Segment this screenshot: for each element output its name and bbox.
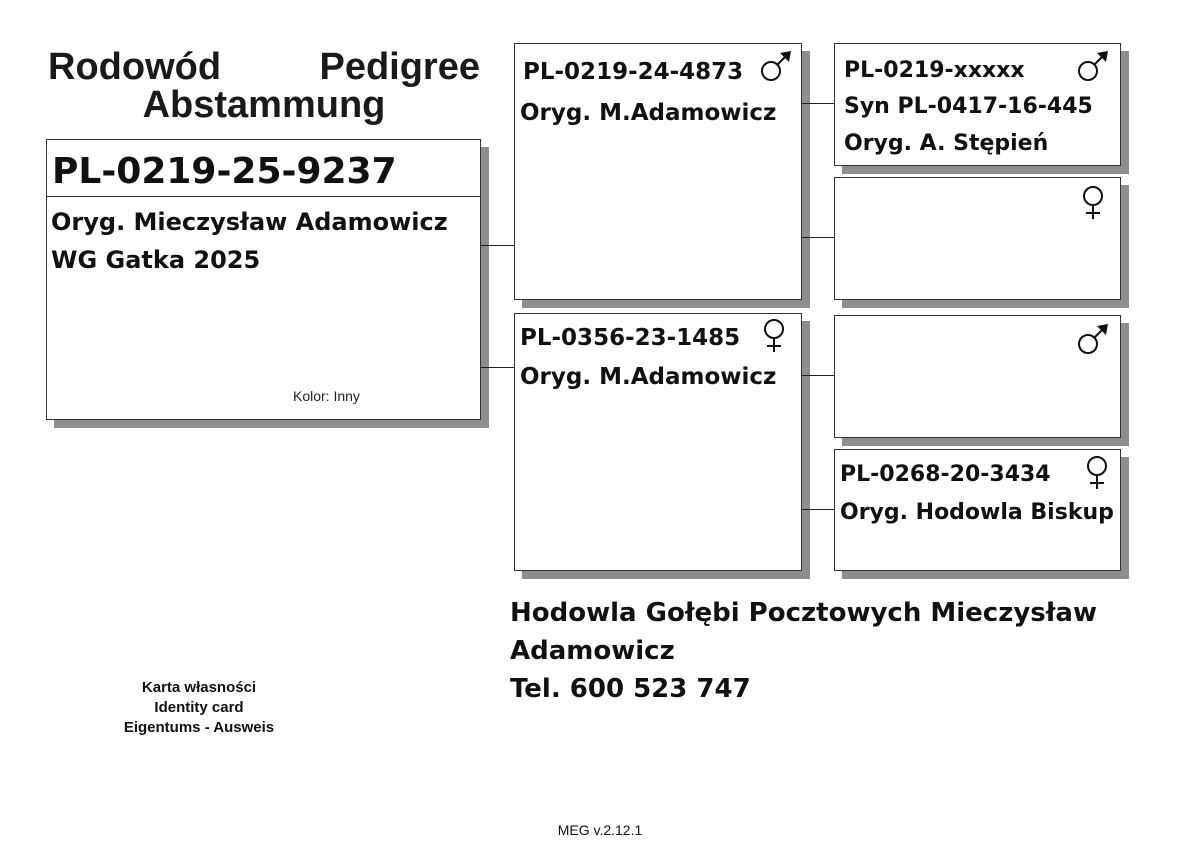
- grandfather-maternal-card: [834, 315, 1121, 438]
- mm-ring-number: PL-0268-20-3434: [840, 462, 1051, 487]
- subject-origin: Oryg. Mieczysław Adamowicz: [51, 208, 448, 236]
- father-card: [514, 43, 802, 300]
- card-label-en: Identity card: [154, 699, 244, 716]
- female-icon: [1075, 184, 1111, 220]
- father-ring-number: PL-0219-24-4873: [523, 59, 744, 85]
- connector-mother-mf: [802, 375, 834, 376]
- subject-race: WG Gatka 2025: [51, 246, 261, 274]
- version-label: MEG v.2.12.1: [557, 822, 643, 838]
- mother-origin: Oryg. M.Adamowicz: [520, 364, 777, 390]
- connector-mother-mm: [802, 509, 834, 510]
- mother-card: [514, 313, 802, 571]
- title-pedigree: Pedigree: [319, 46, 480, 88]
- ff-sire-note: Syn PL-0417-16-445: [844, 94, 1093, 119]
- breeder-name-line2: Adamowicz: [510, 636, 675, 666]
- grandmother-maternal-card: [834, 449, 1121, 571]
- grandmother-paternal-card: [834, 177, 1121, 300]
- ff-ring-number: PL-0219-xxxxx: [844, 58, 1025, 83]
- connector-subject-mother: [481, 367, 514, 368]
- male-icon: [758, 48, 794, 84]
- ff-origin: Oryg. A. Stępień: [844, 131, 1049, 156]
- document-title: [40, 48, 488, 124]
- subject-divider: [47, 196, 480, 197]
- breeder-name-line1: Hodowla Gołębi Pocztowych Mieczysław: [510, 598, 1097, 628]
- connector-subject-father: [481, 245, 514, 246]
- subject-ring-number: PL-0219-25-9237: [52, 151, 397, 192]
- subject-color: Kolor: Inny: [293, 388, 360, 404]
- title-abstammung: Abstammung: [142, 84, 386, 126]
- title-rodowod: Rodowód: [48, 46, 222, 88]
- female-icon: [1079, 454, 1115, 490]
- mother-ring-number: PL-0356-23-1485: [520, 325, 741, 351]
- connector-father-fm: [802, 237, 834, 238]
- female-icon: [756, 317, 792, 353]
- subject-card: [46, 139, 481, 420]
- card-label-de: Eigentums - Ausweis: [123, 719, 275, 736]
- male-icon: [1075, 321, 1111, 357]
- father-origin: Oryg. M.Adamowicz: [520, 100, 777, 126]
- card-label-pl: Karta własności: [141, 679, 257, 696]
- grandfather-paternal-card: [834, 43, 1121, 166]
- connector-father-ff: [802, 103, 834, 104]
- mm-origin: Oryg. Hodowla Biskup: [840, 500, 1114, 525]
- identity-card-caption: [96, 678, 302, 738]
- male-icon: [1075, 48, 1111, 84]
- breeder-phone: Tel. 600 523 747: [510, 674, 751, 704]
- breeder-info: [510, 594, 1097, 708]
